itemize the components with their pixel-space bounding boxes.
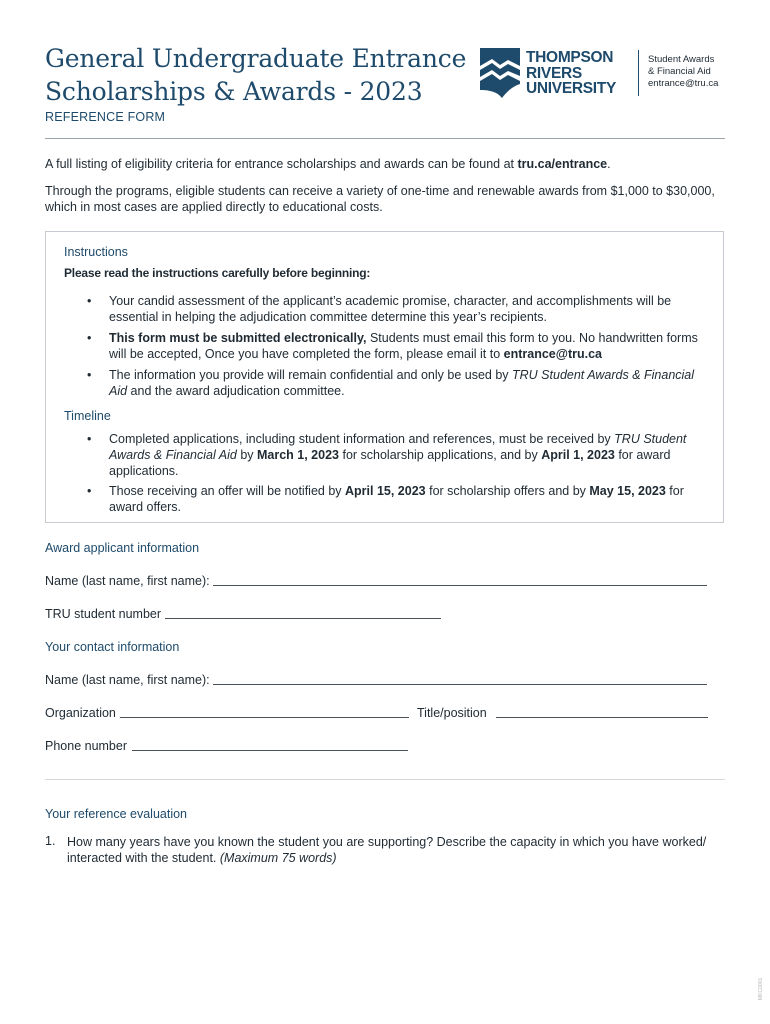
- applicant-name-field[interactable]: [213, 585, 707, 586]
- scholarship-deadline: March 1, 2023: [257, 448, 339, 462]
- intro-paragraph-2: Through the programs, eligible students can receive a variety of one-time and renewable awards from $1,000 to $30,000, which in most cases are applied directly to educational costs.: [45, 184, 715, 214]
- timeline-2-a: Those receiving an offer will be notified by: [109, 484, 346, 498]
- page-title: [45, 42, 466, 108]
- question-1-answer-area[interactable]: [67, 872, 725, 992]
- title-position-label: Title/position: [417, 706, 487, 720]
- instruction-bullet-3: [109, 367, 704, 399]
- tru-logo: [478, 46, 623, 102]
- phone-field[interactable]: [132, 750, 408, 751]
- question-1-number: 1.: [45, 834, 56, 848]
- contact-line-1: Student Awards: [648, 54, 715, 65]
- instructions-heading: Instructions: [64, 245, 128, 259]
- organization-label: Organization: [45, 706, 116, 720]
- logo-line-2: RIVERS: [526, 64, 582, 82]
- award-deadline: April 1, 2023: [541, 448, 615, 462]
- question-1-limit: (Maximum 75 words): [219, 851, 337, 865]
- logo-line-3: UNIVERSITY: [526, 80, 617, 97]
- title-line-1: General Undergraduate Entrance: [45, 44, 467, 73]
- intro-text: A full listing of eligibility criteria for entrance scholarships and awards can be found at: [45, 157, 518, 171]
- intro-period: .: [607, 157, 611, 171]
- confidential-text: The information you provide will remain confidential and only be used by: [109, 368, 513, 382]
- referee-name-label: Name (last name, first name):: [45, 673, 210, 687]
- form-subtitle: REFERENCE FORM: [45, 110, 166, 124]
- header-divider: [638, 50, 639, 96]
- timeline-1-office: TRU Student Awards & Financial Aid: [109, 432, 687, 462]
- contact-email[interactable]: entrance@tru.ca: [648, 78, 719, 89]
- timeline-heading: Timeline: [64, 409, 111, 423]
- applicant-section-heading: Award applicant information: [45, 541, 200, 555]
- scholarship-offer-date: April 15, 2023: [345, 484, 426, 498]
- contact-section-heading: Your contact information: [45, 640, 180, 654]
- entrance-link[interactable]: tru.ca/entrance: [517, 157, 608, 171]
- timeline-1-d: for award applications.: [109, 448, 671, 478]
- tru-mountain-icon: [478, 46, 522, 100]
- submission-text: Students must email this form to you. No handwritten forms will be accepted, Once you have completed the form, please email it to: [109, 331, 698, 361]
- intro-paragraph-1: [45, 156, 725, 172]
- document-code: MKC0001: [758, 977, 764, 1000]
- contact-block: [648, 54, 718, 90]
- instruction-bullet-1: • Your candid assessment of the applicant’s academic promise, character, and accomplishments will be essential in helping the adjudication committee determine this year’s recipients.: [109, 293, 704, 325]
- instruction-bullet-2: [109, 330, 704, 362]
- student-number-label: TRU student number: [45, 607, 162, 621]
- timeline-2-c: for award offers.: [109, 484, 684, 514]
- award-offer-date: May 15, 2023: [589, 484, 666, 498]
- title-line-2: Scholarships & Awards - 2023: [45, 77, 423, 106]
- title-position-field[interactable]: [496, 717, 708, 718]
- timeline-1-c: for scholarship applications, and by: [339, 448, 542, 462]
- timeline-bullet-2: [109, 483, 704, 515]
- submission-email[interactable]: entrance@tru.ca: [503, 347, 602, 361]
- confidential-end: and the award adjudication committee.: [127, 384, 345, 398]
- question-1: [67, 834, 727, 866]
- office-name: TRU Student Awards & Financial Aid: [109, 368, 695, 398]
- applicant-name-label: Name (last name, first name):: [45, 574, 210, 588]
- submit-electronically-text: This form must be submitted electronically,: [109, 331, 367, 345]
- instructions-lead: Please read the instructions carefully before beginning:: [64, 266, 371, 280]
- timeline-2-b: for scholarship offers and by: [425, 484, 590, 498]
- contact-line-2: & Financial Aid: [648, 66, 711, 77]
- phone-label: Phone number: [45, 739, 128, 753]
- timeline-1-a: Completed applications, including student information and references, must be received by: [109, 432, 615, 446]
- logo-wordmark: [526, 50, 616, 97]
- referee-name-field[interactable]: [213, 684, 707, 685]
- organization-field[interactable]: [120, 717, 409, 718]
- student-number-field[interactable]: [165, 618, 441, 619]
- question-1-text: How many years have you known the student you are supporting? Describe the capacity in which you have worked/ interacted with the student.: [67, 835, 707, 865]
- section-divider: [45, 779, 725, 780]
- evaluation-section-heading: Your reference evaluation: [45, 807, 187, 821]
- timeline-1-b: by: [236, 448, 257, 462]
- header-rule: [45, 138, 725, 139]
- timeline-bullet-1: [109, 431, 704, 479]
- logo-line-1: THOMPSON: [526, 49, 614, 66]
